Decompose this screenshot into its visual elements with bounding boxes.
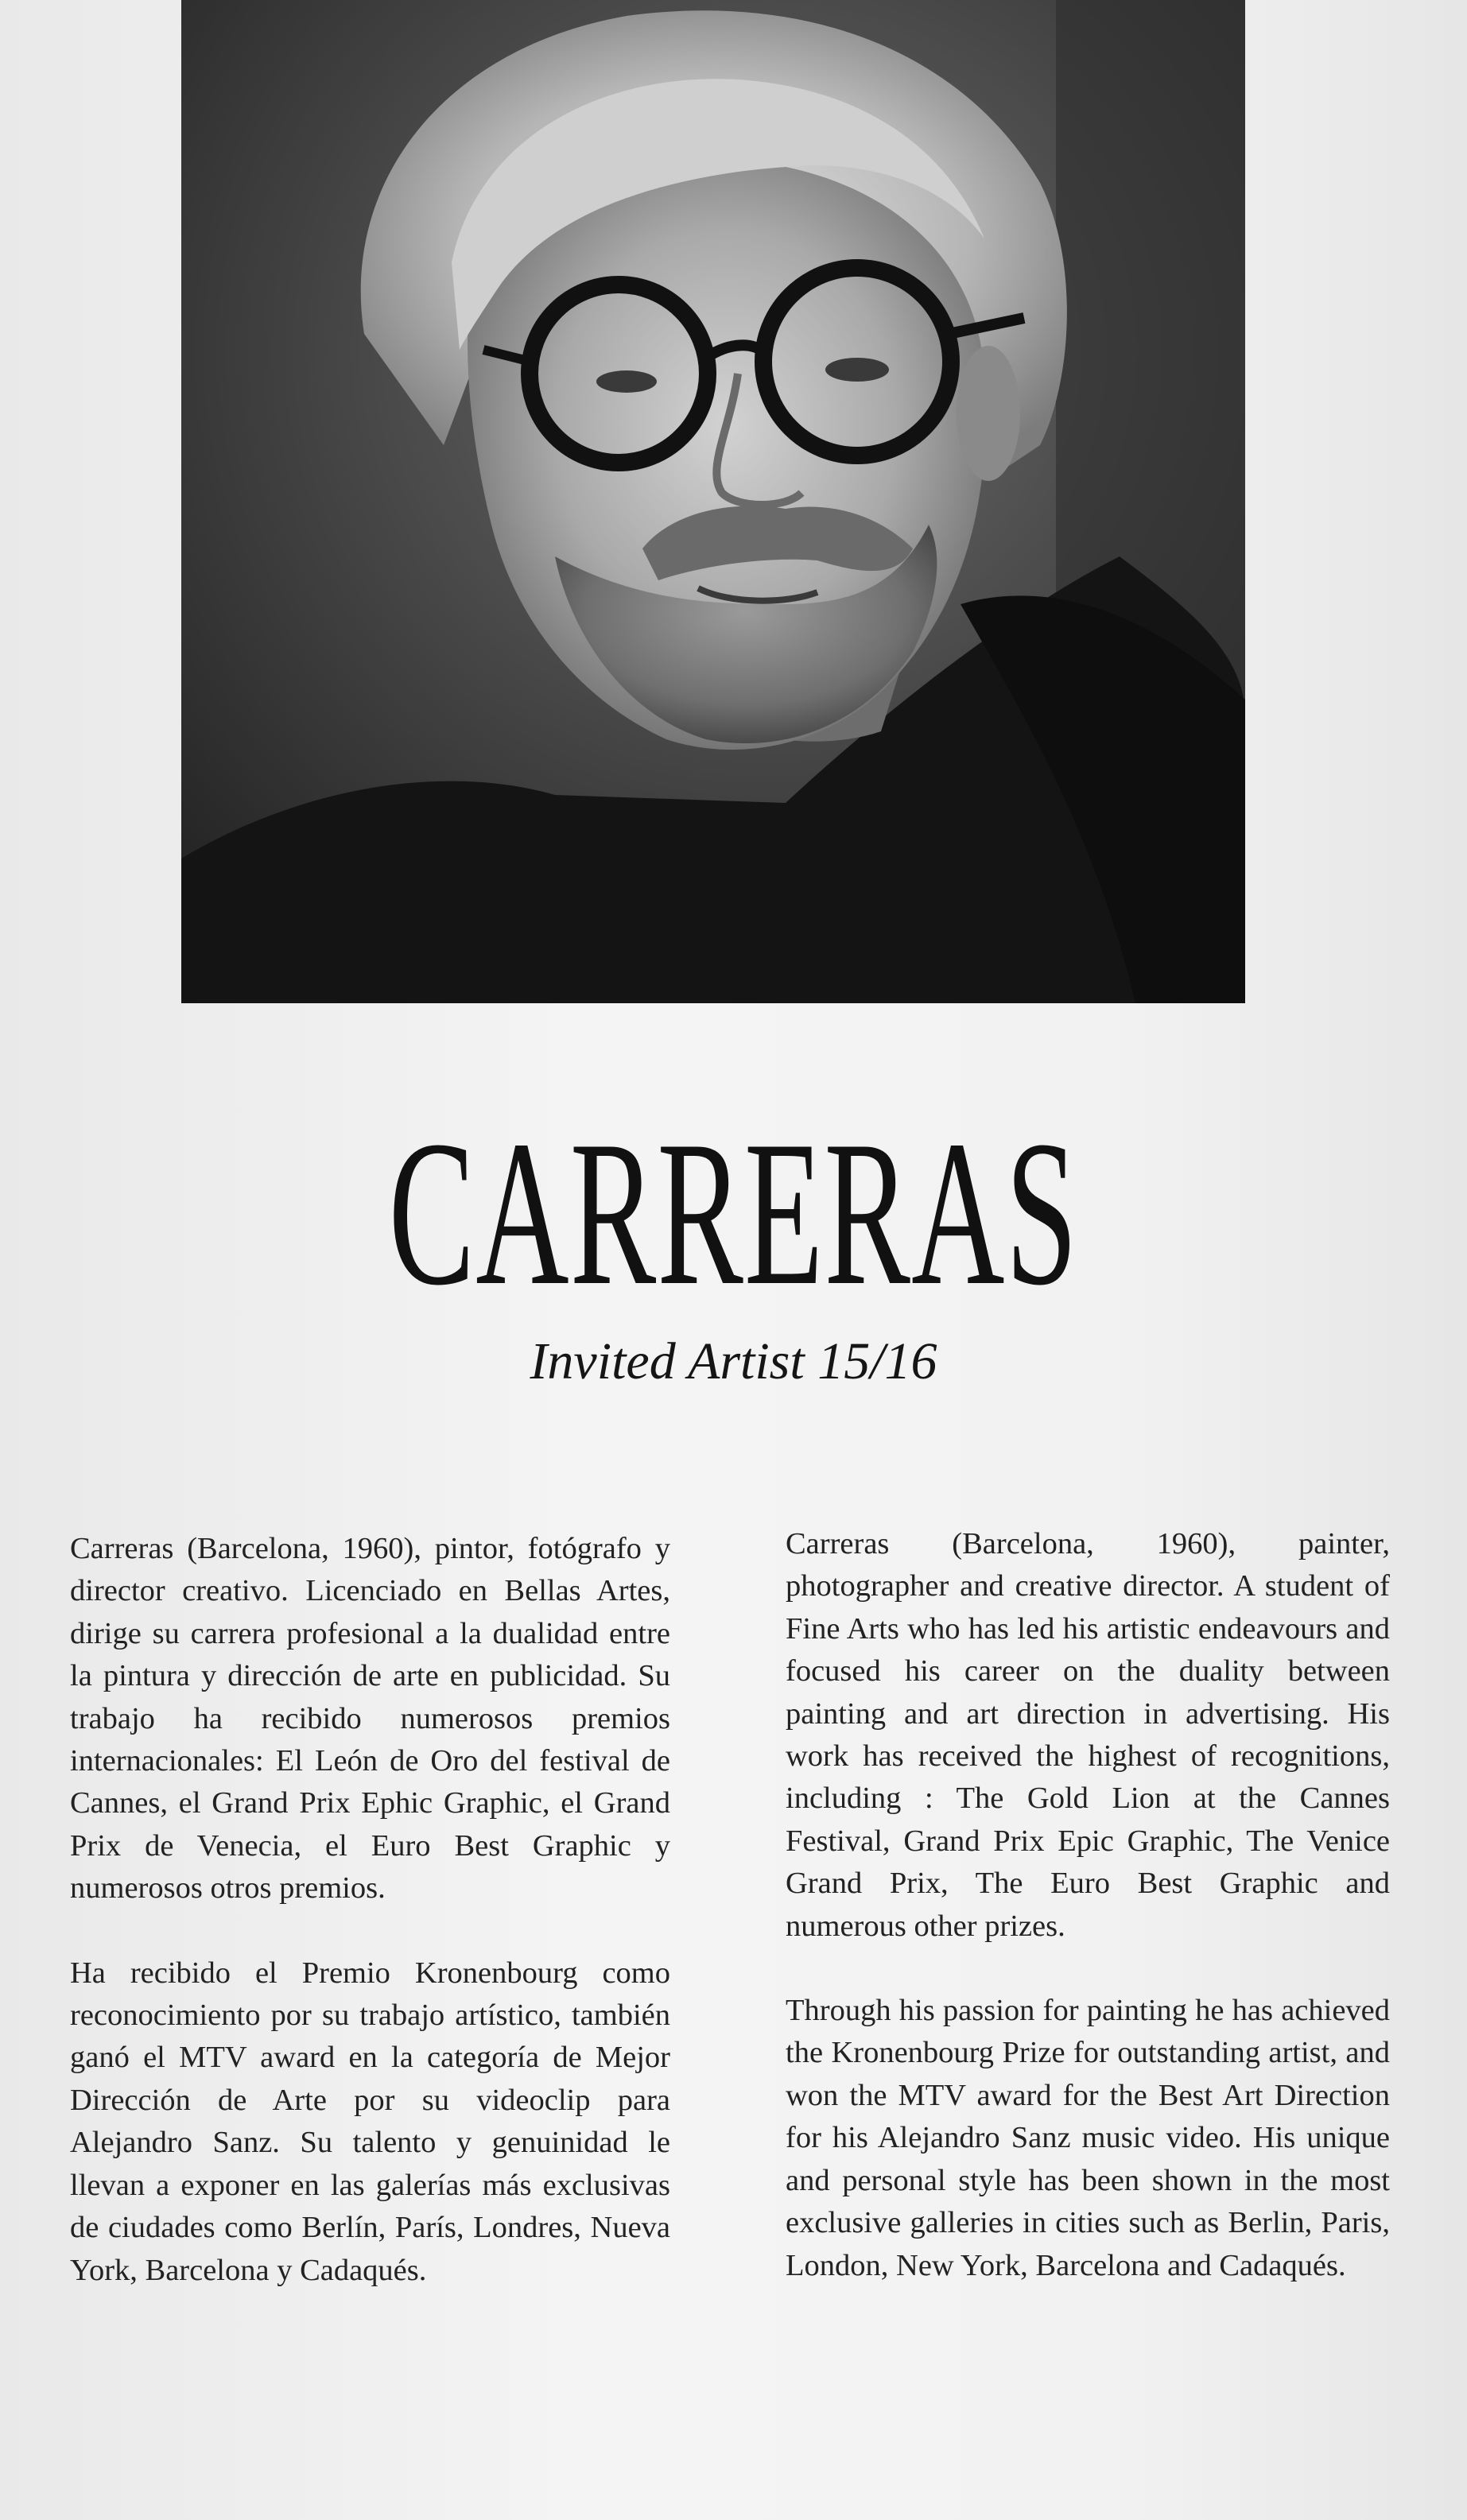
biography-english-column xyxy=(786,1523,1390,2329)
portrait-illustration xyxy=(181,0,1245,1003)
bio-es-paragraph-2: Ha recibido el Premio Kronenbourg como reconocimiento por su trabajo artístico, también ganó el MTV award en la categoría de Mejor Dirección de Arte por su videoclip para Alejandro Sanz. Su talento y genuinidad le llevan a exponer en las galerías más exclusivas de ciudades como Berlín, París, Londres, Nueva York, Barcelona y Cadaqués. xyxy=(70,1956,670,2287)
artist-portrait-photo xyxy=(181,0,1245,1003)
biography-spanish-column xyxy=(70,1528,670,2334)
bio-en-paragraph-1: Carreras (Barcelona, 1960), painter, photographer and creative director. A student of Fine Arts who has led his artistic endeavours and focused his career on the duality between painting and art direction in advertising. His work has received the highest of recognitions, including : The Gold Lion at the Cannes Festival, Grand Prix Epic Graphic, The Venice Grand Prix, The Euro Best Graphic and numerous other prizes. xyxy=(786,1527,1390,1943)
invited-artist-subtitle: Invited Artist 15/16 xyxy=(530,1332,937,1390)
artist-name-title: CARRERAS xyxy=(388,1098,1079,1328)
bio-es-paragraph-1: Carreras (Barcelona, 1960), pintor, fotógrafo y director creativo. Licenciado en Bellas Artes, dirige su carrera profesional a la dualidad entre la pintura y dirección de arte en publicidad. Su trabajo ha recibido numerosos premios internacionales: El León de Oro del festival de Cannes, el Grand Prix Ephic Graphic, el Grand Prix de Venecia, el Euro Best Graphic y numerosos otros premios. xyxy=(70,1532,670,1906)
bio-en-paragraph-2: Through his passion for painting he has achieved the Kronenbourg Prize for outstanding artist, and won the MTV award for the Best Art Direction for his Alejandro Sanz music video. His unique and personal style has been shown in the most exclusive galleries in cities such as Berlin, Paris, London, New York, Barcelona and Cadaqués. xyxy=(786,1994,1390,2282)
